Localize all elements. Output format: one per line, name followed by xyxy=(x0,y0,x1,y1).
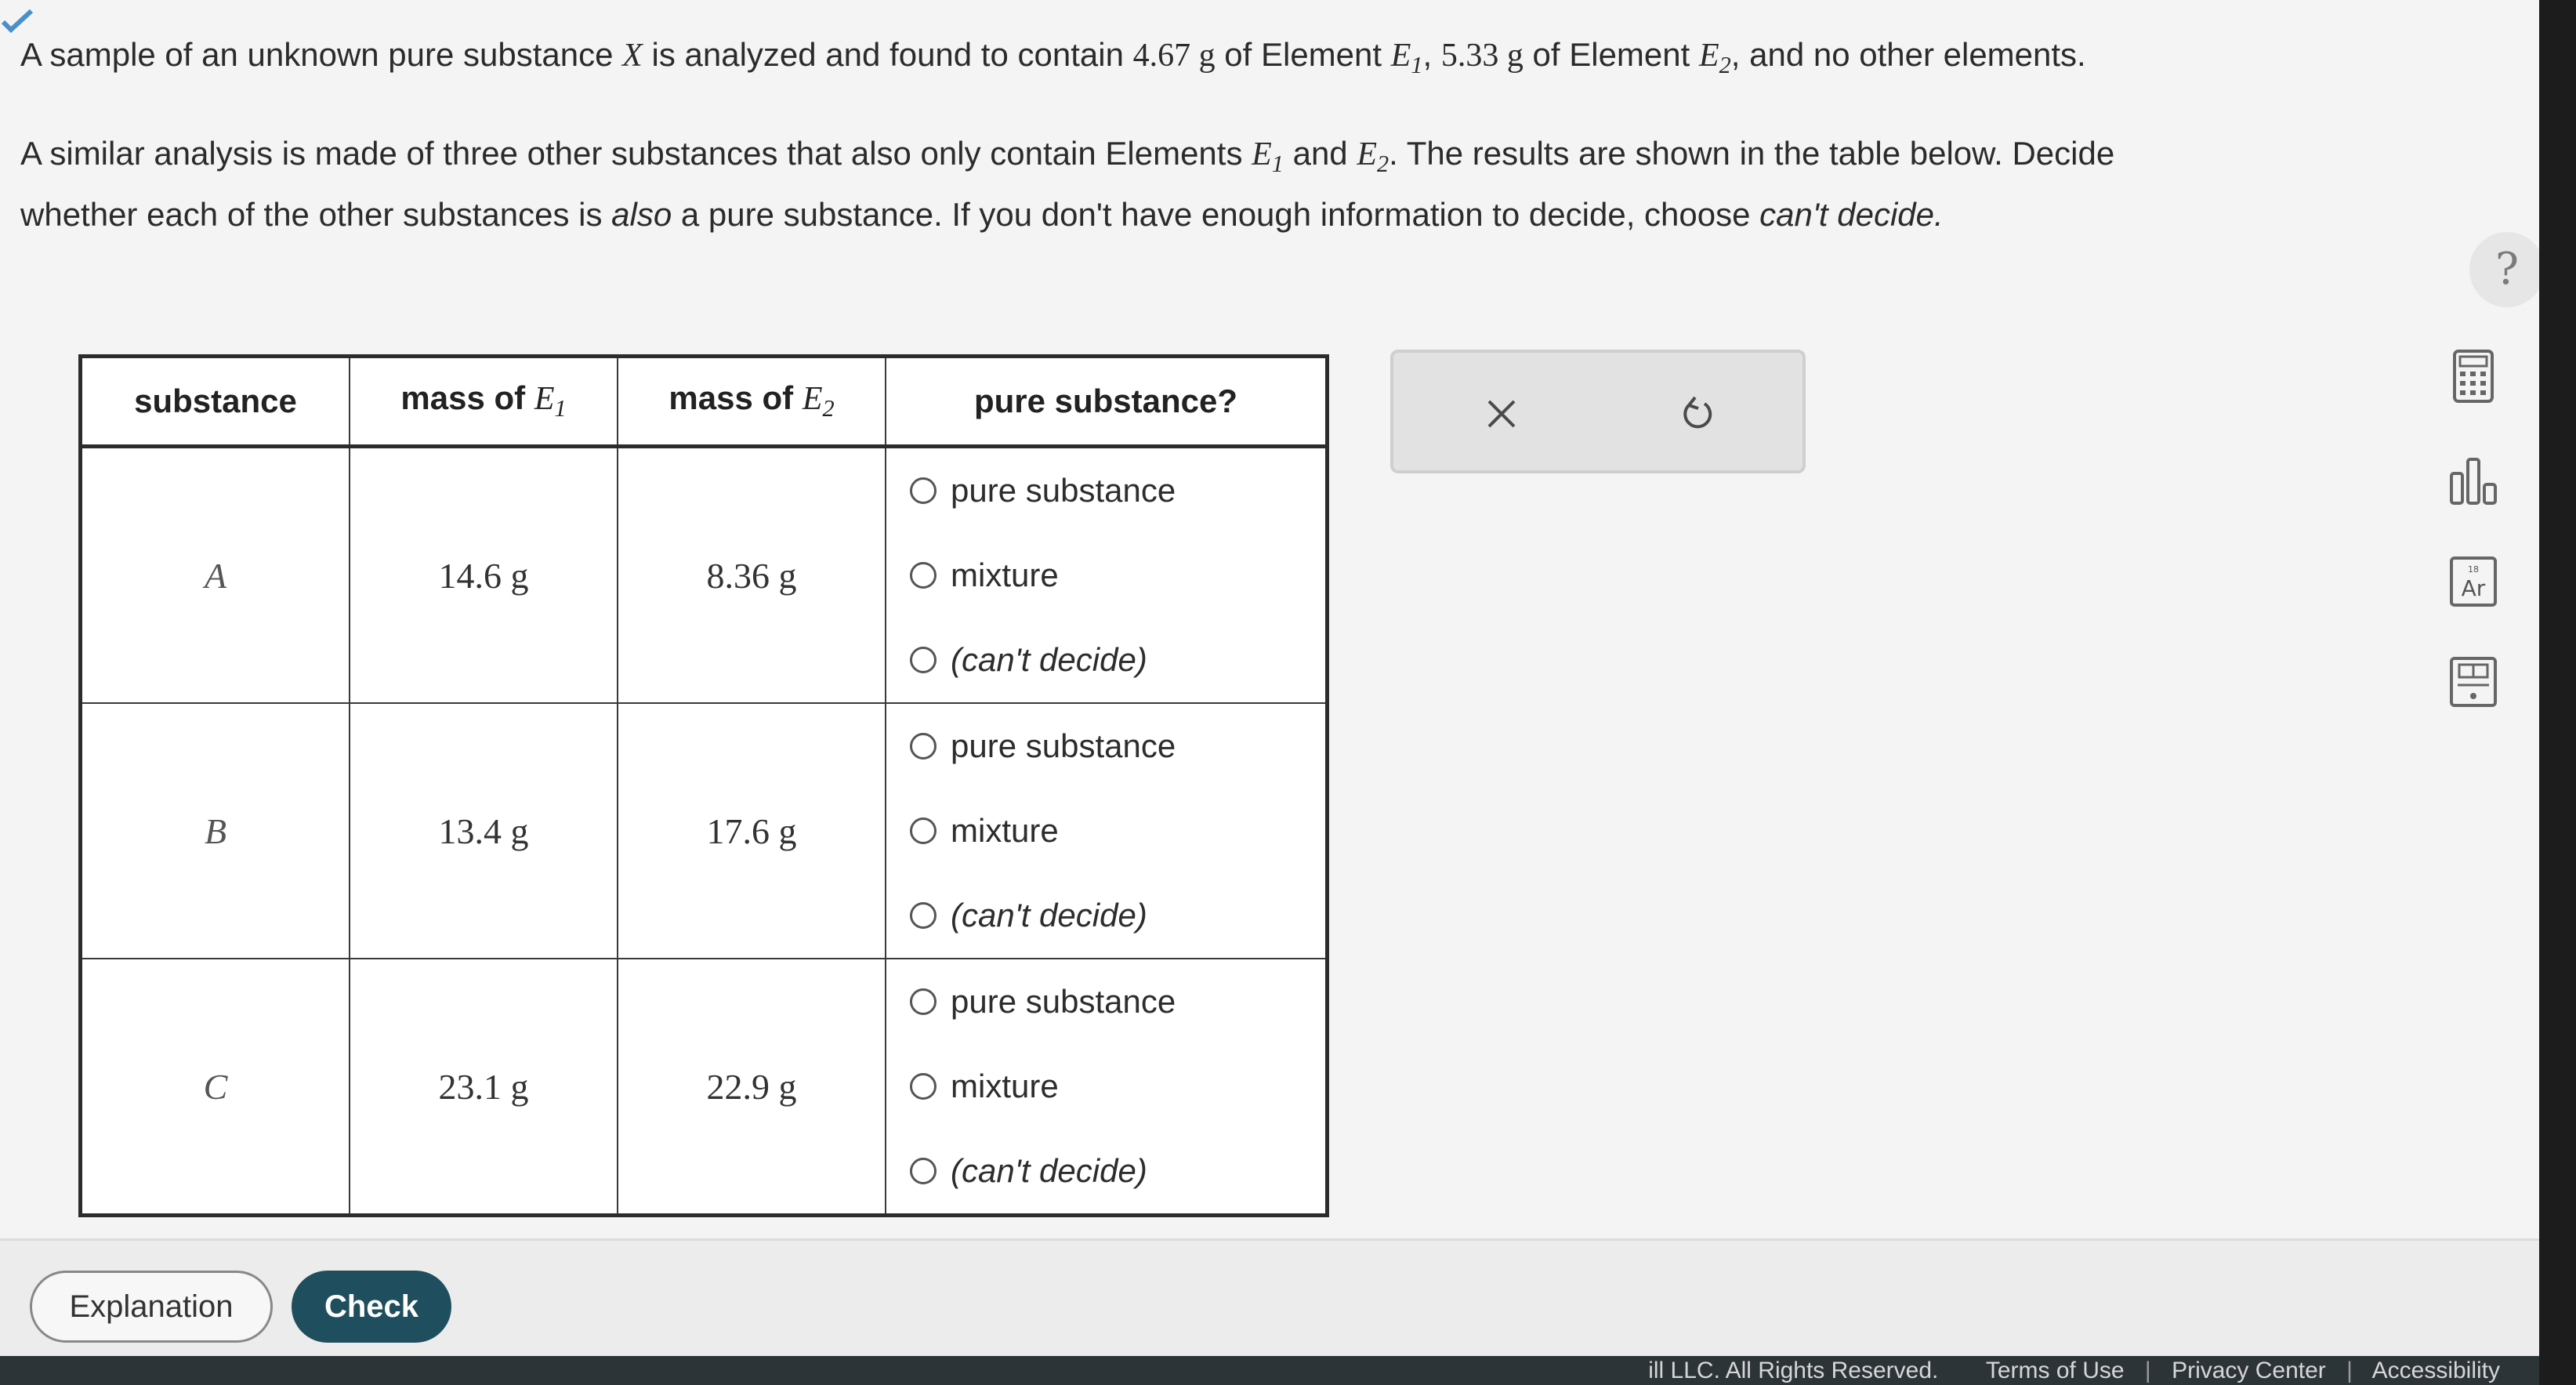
table-row xyxy=(81,703,1328,959)
footer-terms-link[interactable]: Terms of Use xyxy=(1985,1358,2125,1383)
calculator-icon[interactable] xyxy=(2445,348,2502,404)
radio-cant-decide[interactable]: (can't decide) xyxy=(886,1129,1325,1213)
check-button[interactable]: Check xyxy=(292,1271,451,1343)
footer: ill LLC. All Rights Reserved. Terms of Use | Privacy Center | Accessibility xyxy=(0,1356,2539,1385)
question-text: of Element xyxy=(1532,36,1690,73)
mass-e2: 5.33 g xyxy=(1440,38,1523,74)
mass-e2-value: 22.9 g xyxy=(618,959,886,1216)
table-row xyxy=(81,447,1328,704)
radio-button[interactable] xyxy=(910,988,937,1015)
substance-name: A xyxy=(81,447,350,704)
radio-pure-substance[interactable]: pure substance xyxy=(886,704,1325,789)
header-substance: substance xyxy=(81,357,350,447)
data-table-icon[interactable] xyxy=(2445,654,2502,710)
question-text: , and no other elements. xyxy=(1730,36,2086,73)
radio-button[interactable] xyxy=(910,733,937,760)
footer-accessibility-link[interactable]: Accessibility xyxy=(2371,1358,2500,1383)
window-edge xyxy=(2539,0,2576,1385)
radio-group xyxy=(886,959,1328,1216)
header-mass-e2: mass of $E_2$ xyxy=(618,357,886,447)
radio-button[interactable] xyxy=(910,1073,937,1100)
answer-table xyxy=(78,354,1329,1217)
question-text: and xyxy=(1292,135,1348,172)
header-mass-e1: mass of $E_1$ xyxy=(350,357,618,447)
element-e1: $E_1$ xyxy=(1390,38,1423,79)
substance-name: C xyxy=(81,959,350,1216)
help-icon[interactable]: ? xyxy=(2469,232,2545,307)
radio-button[interactable] xyxy=(910,477,937,504)
radio-button[interactable] xyxy=(910,647,937,673)
question-line-1: A sample of an unknown pure substance X is analyzed and found to contain 4.67 g of Element $E_1$, 5.33 g of Element $E_2$, and no other elements. xyxy=(20,36,2086,79)
radio-mixture[interactable]: mixture xyxy=(886,789,1325,873)
table-row xyxy=(81,959,1328,1216)
svg-text:18: 18 xyxy=(2468,564,2479,575)
undo-button[interactable] xyxy=(1668,384,1727,444)
question-text: is analyzed and found to contain xyxy=(651,36,1124,73)
element-e1: $E_1$ xyxy=(1252,136,1284,178)
svg-text:Ar: Ar xyxy=(2461,575,2486,601)
answer-action-panel xyxy=(1390,350,1806,473)
radio-button[interactable] xyxy=(910,562,937,589)
mass-e1-value: 14.6 g xyxy=(350,447,618,704)
question-text: of Element xyxy=(1224,36,1382,73)
mass-e2-value: 17.6 g xyxy=(618,703,886,959)
radio-mixture[interactable]: mixture xyxy=(886,533,1325,618)
radio-group xyxy=(886,447,1328,704)
question-text: A sample of an unknown pure substance xyxy=(20,36,614,73)
radio-button[interactable] xyxy=(910,1158,937,1184)
emphasis-also: also xyxy=(611,196,672,233)
question-text: a pure substance. If you don't have enough information to decide, choose xyxy=(680,196,1751,233)
periodic-table-icon[interactable] xyxy=(2445,553,2502,610)
var-x: X xyxy=(622,38,643,74)
radio-pure-substance[interactable]: pure substance xyxy=(886,448,1325,533)
undo-icon xyxy=(1678,394,1717,433)
footer-copyright: ill LLC. All Rights Reserved. xyxy=(1648,1358,1939,1383)
bottom-action-bar xyxy=(0,1238,2539,1358)
mass-e1-value: 23.1 g xyxy=(350,959,618,1216)
radio-cant-decide[interactable]: (can't decide) xyxy=(886,873,1325,958)
radio-cant-decide[interactable]: (can't decide) xyxy=(886,618,1325,702)
question-line-2 xyxy=(20,133,2114,184)
emphasis-cant-decide: can't decide. xyxy=(1759,196,1944,233)
question-text: . The results are shown in the table below. Decide xyxy=(1389,135,2115,172)
radio-button[interactable] xyxy=(910,902,937,929)
header-pure-substance: pure substance? xyxy=(886,357,1328,447)
table-header-row xyxy=(81,357,1328,447)
question-text: whether each of the other substances is xyxy=(20,196,603,233)
element-e2: $E_2$ xyxy=(1698,38,1731,79)
radio-button[interactable] xyxy=(910,818,937,844)
clear-button[interactable] xyxy=(1472,384,1531,444)
mass-e2-value: 8.36 g xyxy=(618,447,886,704)
radio-mixture[interactable]: mixture xyxy=(886,1044,1325,1129)
close-icon xyxy=(1484,397,1519,431)
bar-chart-icon[interactable] xyxy=(2445,453,2502,509)
mass-e1-value: 13.4 g xyxy=(350,703,618,959)
radio-pure-substance[interactable]: pure substance xyxy=(886,959,1325,1044)
footer-privacy-link[interactable]: Privacy Center xyxy=(2172,1358,2326,1383)
question-text: A similar analysis is made of three other substances that also only contain Elements xyxy=(20,135,1243,172)
substance-name: B xyxy=(81,703,350,959)
explanation-button[interactable]: Explanation xyxy=(30,1271,273,1343)
element-e2: $E_2$ xyxy=(1357,136,1389,178)
mass-e1: 4.67 g xyxy=(1132,38,1216,74)
radio-group xyxy=(886,703,1328,959)
question-line-3 xyxy=(20,194,1944,235)
